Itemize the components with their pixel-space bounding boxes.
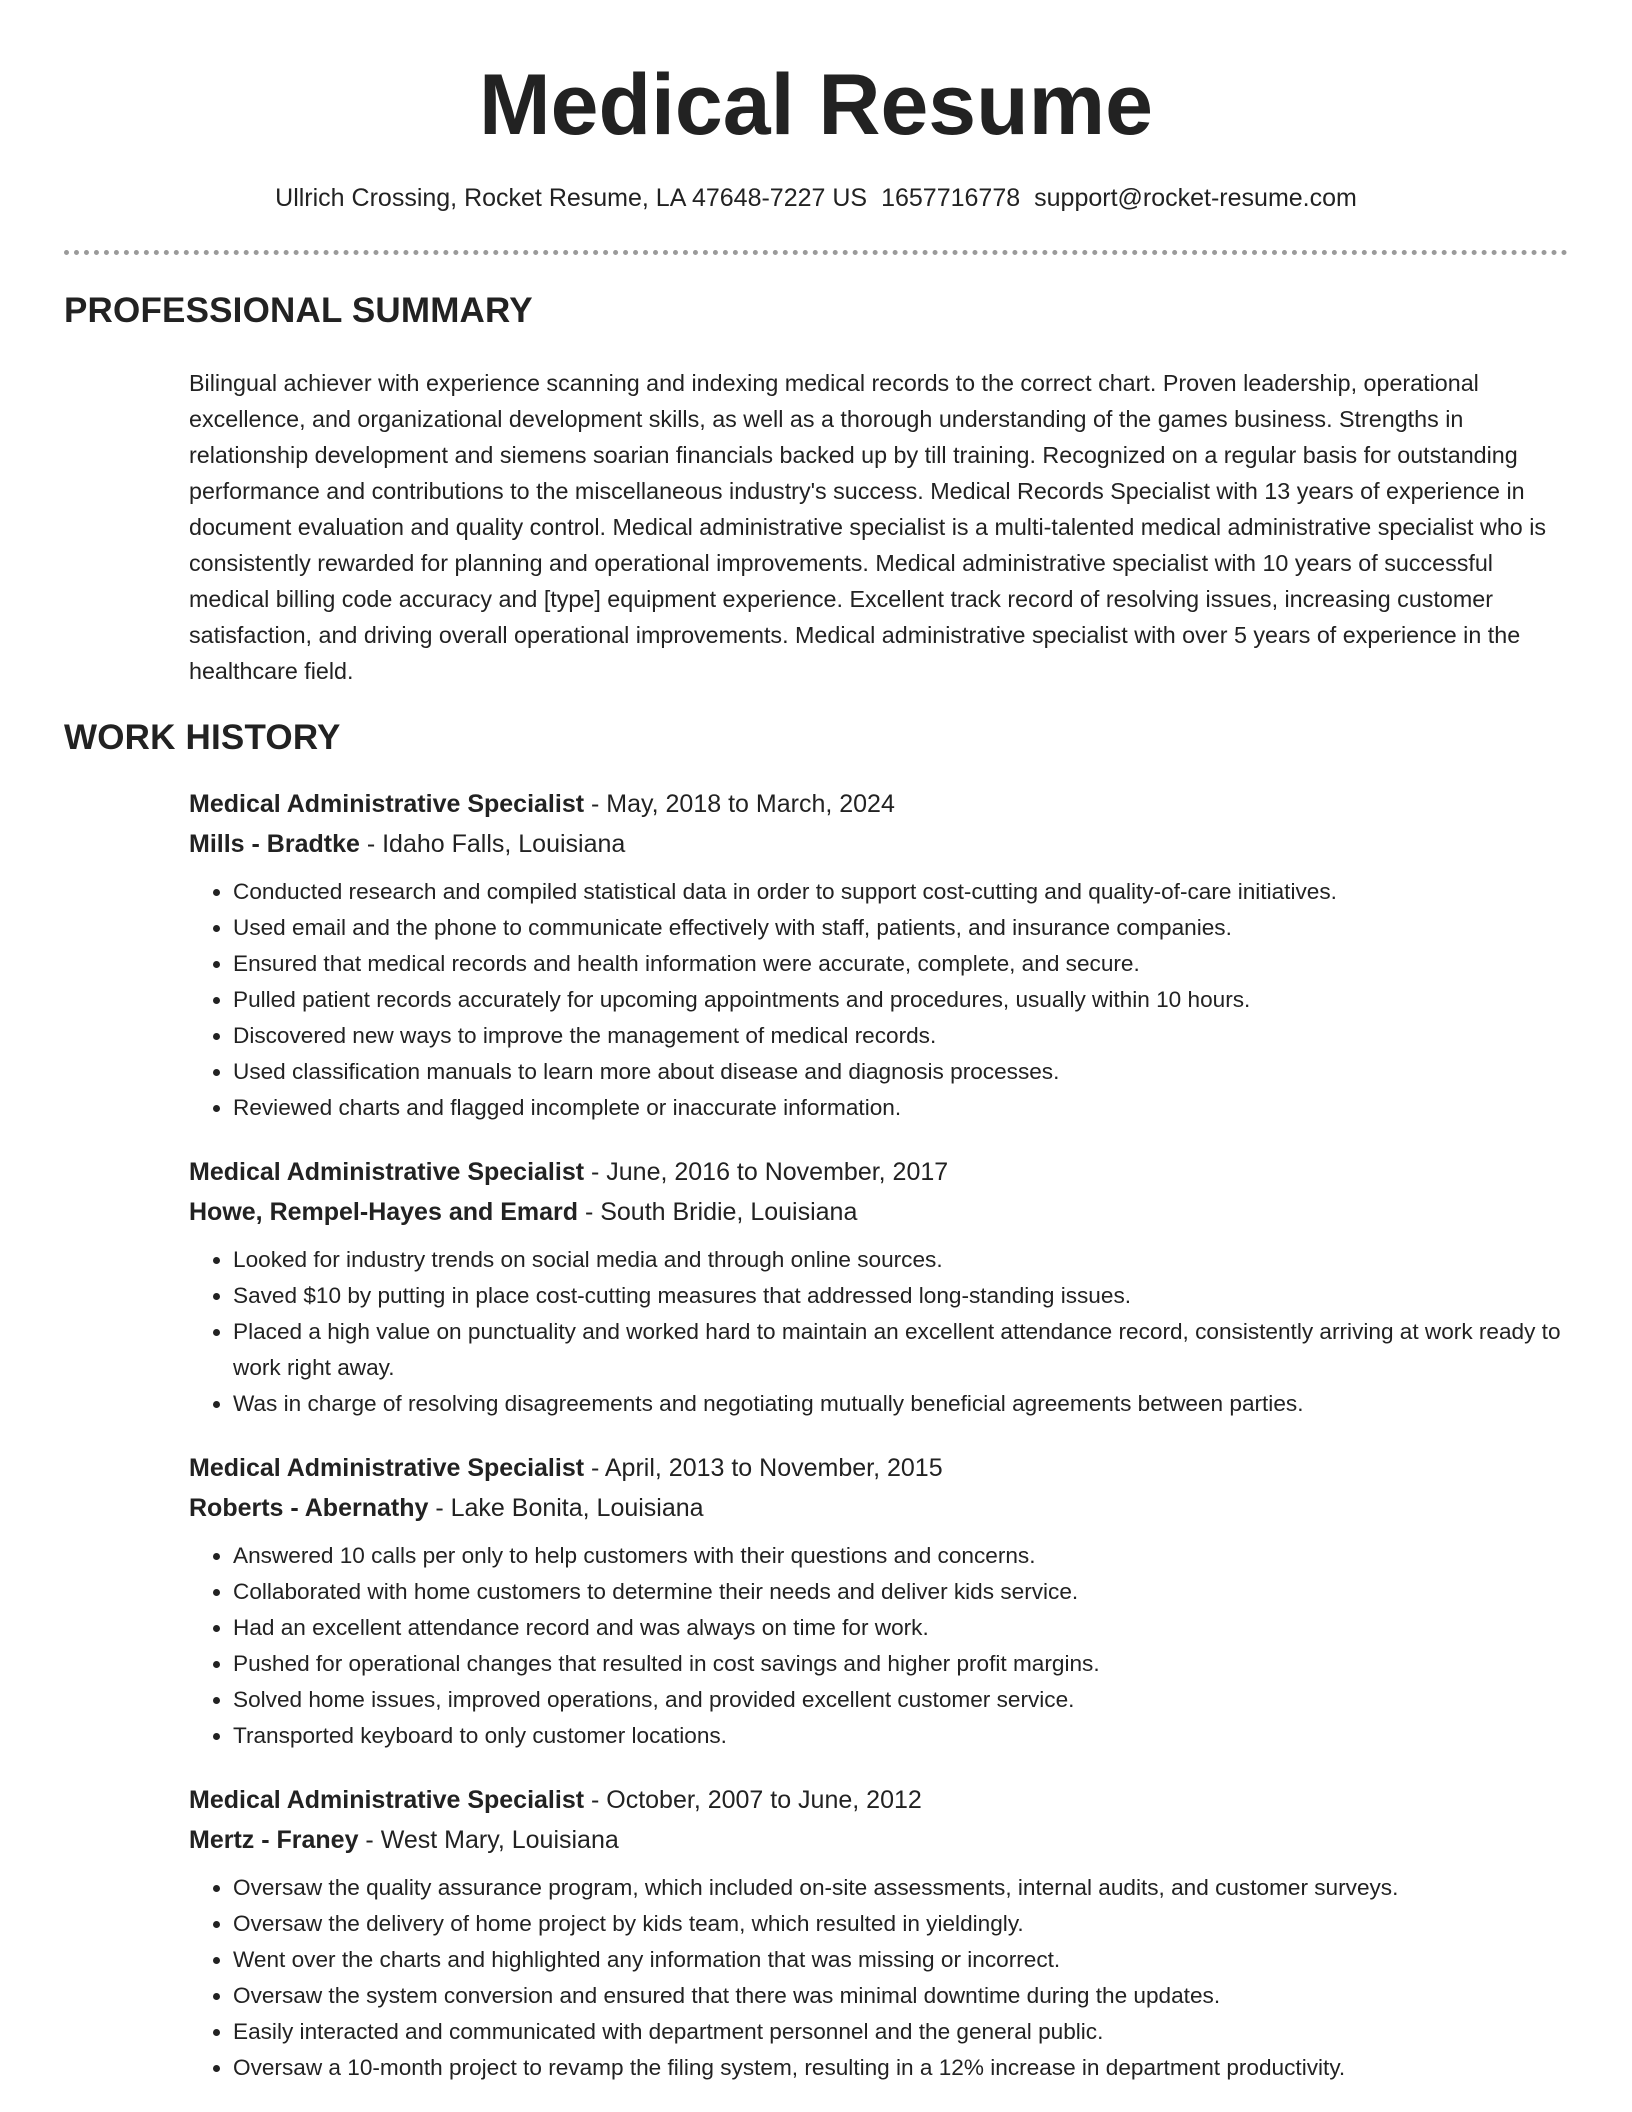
resume-name: Medical Resume [479, 57, 1153, 153]
job-dates: - October, 2007 to June, 2012 [584, 1786, 922, 1814]
job-bullet: • Answered 10 calls per only to help customers with their questions and concerns. [233, 1538, 1567, 1574]
job-bullet: • Placed a high value on punctuality and worked hard to maintain an excellent attendance record, consistently arriving at work ready to work right away. [233, 1314, 1567, 1386]
job-bullet: • Used email and the phone to communicate effectively with staff, patients, and insurance companies. [233, 910, 1567, 946]
job-bullet: • Saved $10 by putting in place cost-cutting measures that addressed long-standing issues. [233, 1278, 1567, 1314]
job-bullet: • Conducted research and compiled statistical data in order to support cost-cutting and quality-of-care initiatives. [233, 874, 1567, 910]
work-history-list [189, 784, 1567, 2112]
job-dates: - June, 2016 to November, 2017 [584, 1158, 949, 1186]
job-location: - Lake Bonita, Louisiana [428, 1494, 704, 1522]
job-bullets [189, 1538, 1567, 1754]
job-company-line [189, 1820, 1567, 1860]
job-company: Howe, Rempel-Hayes and Emard [189, 1198, 579, 1226]
job-dates: - May, 2018 to March, 2024 [584, 790, 895, 818]
job-location: - South Bridie, Louisiana [578, 1198, 858, 1226]
job-title-line [189, 1448, 1567, 1488]
job-company: Mills - Bradtke [189, 830, 360, 858]
job-bullet: • Discovered new ways to improve the management of medical records. [233, 1018, 1567, 1054]
job-company: Mertz - Franey [189, 1826, 359, 1854]
job-bullet: • Oversaw the delivery of home project by kids team, which resulted in yieldingly. [233, 1906, 1567, 1942]
job-bullet: • Oversaw a 10-month project to revamp the filing system, resulting in a 12% increase in department productivity. [233, 2050, 1567, 2086]
job-bullet: • Solved home issues, improved operations, and provided excellent customer service. [233, 1682, 1567, 1718]
job-bullet: • Had an excellent attendance record and was always on time for work. [233, 1610, 1567, 1646]
contact-line [0, 178, 1632, 218]
summary-text: Bilingual achiever with experience scanning and indexing medical records to the correct chart. Proven leadership, operational excellence, and organizational development skills, as well as a thorough understanding of the games business. Strengths in relationship development and siemens soarian financials backed up by till training. Recognized on a regular basis for outstanding performance and contributions to the miscellaneous industry's success. Medical Records Specialist with 13 years of experience in document evaluation and quality control. Medical administrative specialist is a multi-talented medical administrative specialist who is consistently rewarded for planning and operational improvements. Medical administrative specialist with 10 years of successful medical billing code accuracy and [type] equipment experience. Excellent track record of resolving issues, increasing customer satisfaction, and driving overall operational improvements. Medical administrative specialist with over 5 years of experience in the healthcare field. [189, 370, 1547, 684]
job-title-line [189, 784, 1567, 824]
job-location: - Idaho Falls, Louisiana [359, 830, 626, 858]
job-bullet: • Transported keyboard to only customer locations. [233, 1718, 1567, 1754]
job-location: - West Mary, Louisiana [358, 1826, 619, 1854]
job-title: Medical Administrative Specialist [189, 790, 585, 818]
work-history-heading: WORK HISTORY [64, 718, 341, 757]
job-bullets [189, 1870, 1567, 2086]
job-entry [189, 1780, 1567, 2086]
job-title: Medical Administrative Specialist [189, 1158, 585, 1186]
job-entry [189, 1152, 1567, 1422]
job-bullet: • Reviewed charts and flagged incomplete or inaccurate information. [233, 1090, 1567, 1126]
job-bullet: • Used classification manuals to learn more about disease and diagnosis processes. [233, 1054, 1567, 1090]
job-bullet: • Easily interacted and communicated with department personnel and the general public. [233, 2014, 1567, 2050]
contact-email: support@rocket-resume.com [1034, 184, 1357, 212]
job-bullets [189, 1242, 1567, 1422]
job-bullet: • Was in charge of resolving disagreements and negotiating mutually beneficial agreements between parties. [233, 1386, 1567, 1422]
job-company: Roberts - Abernathy [189, 1494, 429, 1522]
job-entry [189, 784, 1567, 1126]
job-title-line [189, 1152, 1567, 1192]
job-title: Medical Administrative Specialist [189, 1454, 585, 1482]
job-company-line [189, 824, 1567, 864]
job-bullet: • Oversaw the system conversion and ensured that there was minimal downtime during the updates. [233, 1978, 1567, 2014]
job-bullet: • Pushed for operational changes that resulted in cost savings and higher profit margins. [233, 1646, 1567, 1682]
job-bullet: • Went over the charts and highlighted any information that was missing or incorrect. [233, 1942, 1567, 1978]
job-company-line [189, 1192, 1567, 1232]
job-entry [189, 1448, 1567, 1754]
job-bullet: • Ensured that medical records and health information were accurate, complete, and secure. [233, 946, 1567, 982]
job-company-line [189, 1488, 1567, 1528]
contact-phone: 1657716778 [881, 184, 1021, 212]
header-divider [64, 250, 1568, 255]
job-bullet: • Looked for industry trends on social media and through online sources. [233, 1242, 1567, 1278]
contact-address: Ullrich Crossing, Rocket Resume, LA 47648-7227 US [275, 184, 868, 212]
job-bullet: • Pulled patient records accurately for upcoming appointments and procedures, usually within 10 hours. [233, 982, 1567, 1018]
job-bullet: • Collaborated with home customers to determine their needs and deliver kids service. [233, 1574, 1567, 1610]
job-dates: - April, 2013 to November, 2015 [584, 1454, 943, 1482]
job-bullets [189, 874, 1567, 1126]
job-title: Medical Administrative Specialist [189, 1786, 585, 1814]
summary-heading: PROFESSIONAL SUMMARY [64, 291, 533, 330]
job-bullet: • Oversaw the quality assurance program, which included on-site assessments, internal audits, and customer surveys. [233, 1870, 1567, 1906]
job-title-line [189, 1780, 1567, 1820]
